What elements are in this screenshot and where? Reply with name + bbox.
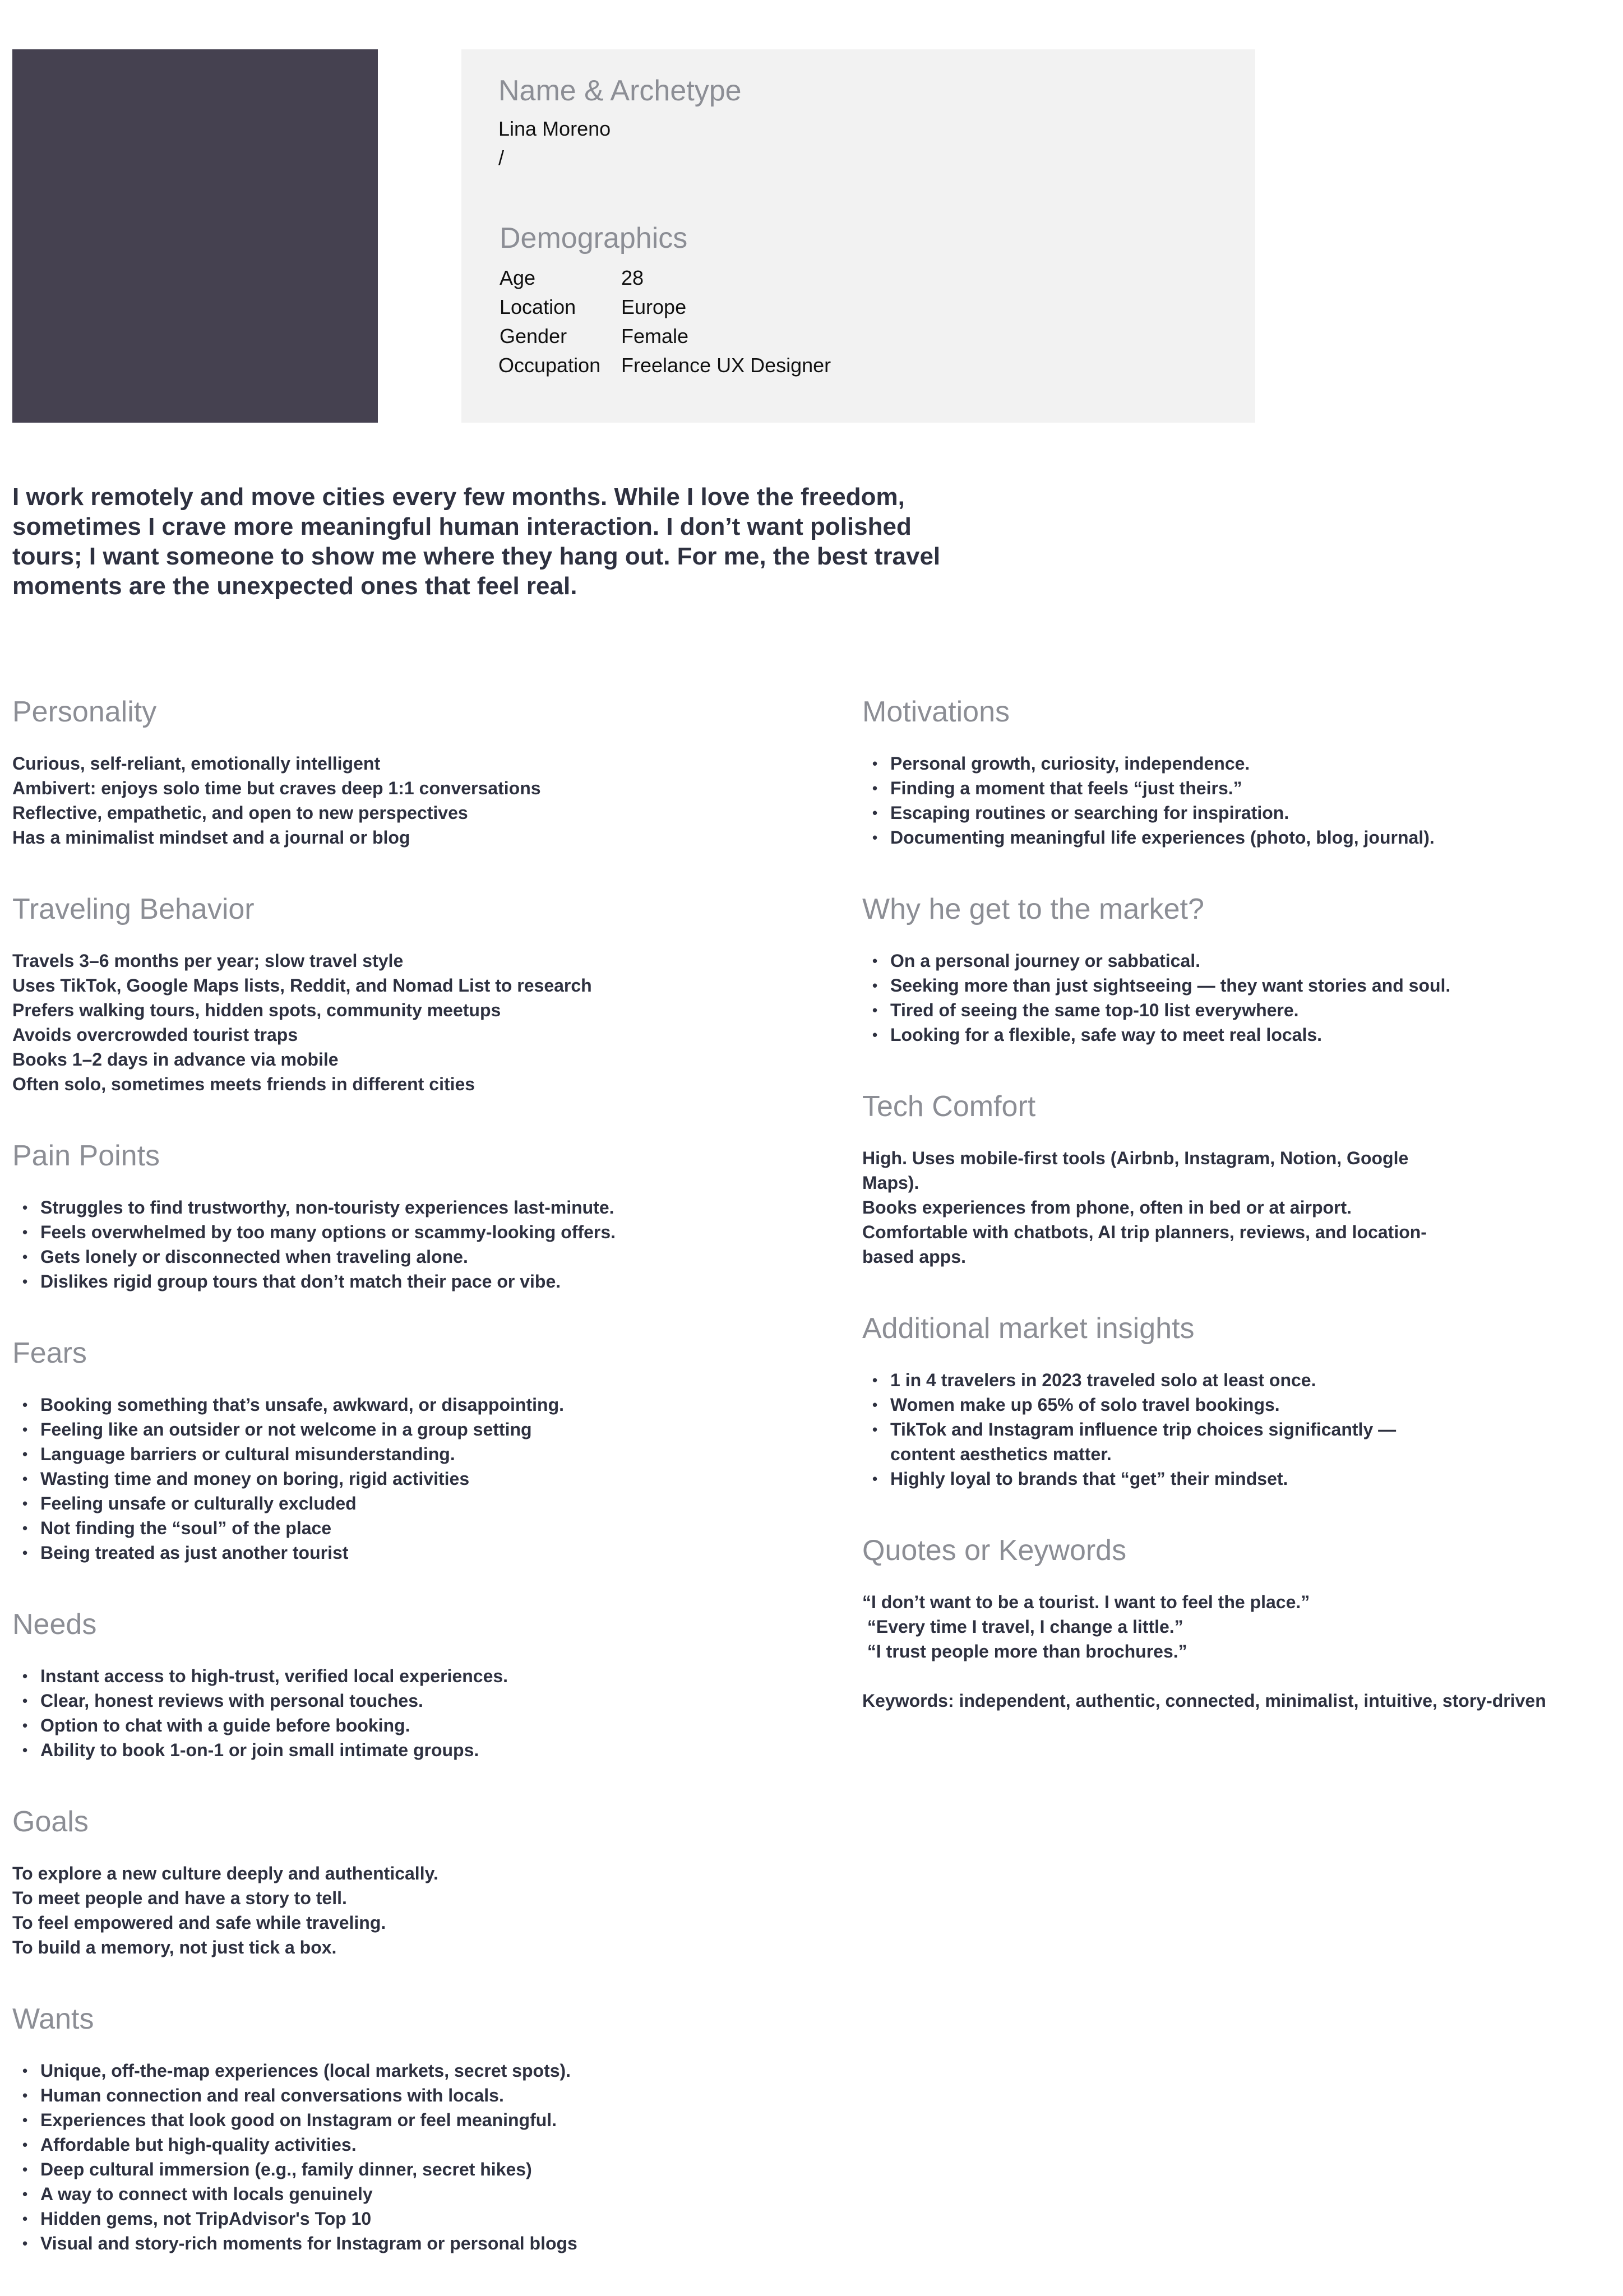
profile-card	[461, 49, 1255, 423]
pain-point-item: • Gets lonely or disconnected when traveling alone.	[12, 1244, 616, 1269]
persona-archetype: /	[498, 146, 505, 169]
fears-section	[12, 1336, 564, 1565]
demographic-label-age: Age	[500, 266, 536, 289]
quote-line: “Every time I travel, I change a little.”	[862, 1617, 1183, 1637]
demographic-label-occupation: Occupation	[498, 354, 601, 377]
traveling-behavior-line: Travels 3–6 months per year; slow travel style	[12, 951, 404, 971]
need-item: • Option to chat with a guide before booking.	[12, 1713, 508, 1738]
why-market-item: • On a personal journey or sabbatical.	[862, 948, 1450, 973]
fear-item: • Wasting time and money on boring, rigid activities	[12, 1466, 564, 1491]
why-market-section	[862, 892, 1450, 1047]
market-insights-section	[862, 1312, 1445, 1491]
name-archetype-heading: Name & Archetype	[498, 75, 742, 107]
goal-line: To build a memory, not just tick a box.	[12, 1937, 337, 1957]
demographic-value-occupation: Freelance UX Designer	[621, 354, 831, 377]
personality-line: Has a minimalist mindset and a journal or blog	[12, 827, 410, 848]
want-item: • Hidden gems, not TripAdvisor's Top 10	[12, 2206, 577, 2231]
fear-item: • Language barriers or cultural misunderstanding.	[12, 1442, 564, 1466]
persona-name: Lina Moreno	[498, 117, 611, 140]
why-market-item: • Tired of seeing the same top-10 list everywhere.	[862, 998, 1450, 1022]
fears-heading: Fears	[12, 1337, 87, 1369]
want-item: • Visual and story-rich moments for Instagram or personal blogs	[12, 2231, 577, 2256]
motivations-section	[862, 695, 1435, 850]
personality-line: Reflective, empathetic, and open to new perspectives	[12, 803, 468, 823]
goal-line: To meet people and have a story to tell.	[12, 1888, 347, 1908]
goals-section	[12, 1805, 438, 1960]
why-market-item: • Looking for a flexible, safe way to meet real locals.	[862, 1022, 1450, 1047]
want-item: • Experiences that look good on Instagram or feel meaningful.	[12, 2108, 577, 2132]
keywords-line: Keywords: independent, authentic, connected, minimalist, intuitive, story-driven	[862, 1691, 1546, 1711]
goals-heading: Goals	[12, 1806, 89, 1838]
motivation-item: • Personal growth, curiosity, independence.	[862, 751, 1435, 776]
want-item: • A way to connect with locals genuinely	[12, 2182, 577, 2206]
pain-point-item: • Struggles to find trustworthy, non-touristy experiences last-minute.	[12, 1195, 616, 1220]
traveling-behavior-line: Often solo, sometimes meets friends in different cities	[12, 1074, 475, 1094]
goal-line: To explore a new culture deeply and authentically.	[12, 1863, 438, 1883]
why-market-item: • Seeking more than just sightseeing — they want stories and soul.	[862, 973, 1450, 998]
pain-points-heading: Pain Points	[12, 1140, 160, 1172]
want-item: • Affordable but high-quality activities.	[12, 2132, 577, 2157]
traveling-behavior-heading: Traveling Behavior	[12, 893, 255, 925]
quote-line: “I don’t want to be a tourist. I want to feel the place.”	[862, 1592, 1310, 1612]
wants-section	[12, 2002, 577, 2256]
tech-comfort-heading: Tech Comfort	[862, 1090, 1036, 1123]
persona-quote: I work remotely and move cities every few months. While I love the freedom, sometimes I crave more meaningful human interaction. I don’t want polished tours; I want someone to show me where they hang out. For me, the best travel moments are the unexpected ones that feel real.	[12, 483, 941, 600]
need-item: • Instant access to high-trust, verified local experiences.	[12, 1664, 508, 1688]
pain-point-item: • Dislikes rigid group tours that don’t match their pace or vibe.	[12, 1269, 616, 1294]
why-market-heading: Why he get to the market?	[862, 893, 1204, 925]
want-item: • Human connection and real conversations with locals.	[12, 2083, 577, 2108]
personality-section	[12, 695, 541, 850]
wants-heading: Wants	[12, 2003, 94, 2035]
needs-section	[12, 1608, 508, 1762]
want-item: • Deep cultural immersion (e.g., family dinner, secret hikes)	[12, 2157, 577, 2182]
traveling-behavior-line: Uses TikTok, Google Maps lists, Reddit, and Nomad List to research	[12, 975, 592, 996]
motivation-item: • Finding a moment that feels “just theirs.”	[862, 776, 1435, 800]
demographic-label-gender: Gender	[500, 325, 567, 348]
pain-points-section	[12, 1139, 616, 1294]
market-insights-heading: Additional market insights	[862, 1312, 1195, 1345]
motivation-item: • Escaping routines or searching for inspiration.	[862, 800, 1435, 825]
market-insight-item: • Women make up 65% of solo travel bookings.	[862, 1392, 1445, 1417]
motivation-item: • Documenting meaningful life experiences (photo, blog, journal).	[862, 825, 1435, 850]
traveling-behavior-line: Avoids overcrowded tourist traps	[12, 1025, 298, 1045]
goal-line: To feel empowered and safe while traveling.	[12, 1913, 386, 1933]
demographic-value-age: 28	[621, 266, 644, 289]
traveling-behavior-line: Prefers walking tours, hidden spots, community meetups	[12, 1000, 501, 1020]
tech-comfort-paragraph: High. Uses mobile-first tools (Airbnb, Instagram, Notion, Google Maps).	[862, 1148, 1409, 1193]
demographic-value-location: Europe	[621, 295, 687, 318]
persona-photo-placeholder	[12, 49, 378, 423]
demographics-heading: Demographics	[500, 222, 688, 254]
fear-item: • Being treated as just another tourist	[12, 1540, 564, 1565]
market-insight-item: • TikTok and Instagram influence trip choices significantly — content aesthetics matter.	[862, 1417, 1445, 1466]
pain-point-item: • Feels overwhelmed by too many options or scammy-looking offers.	[12, 1220, 616, 1244]
want-item: • Unique, off-the-map experiences (local markets, secret spots).	[12, 2058, 577, 2083]
fear-item: • Feeling unsafe or culturally excluded	[12, 1491, 564, 1516]
market-insight-item: • Highly loyal to brands that “get” their mindset.	[862, 1466, 1445, 1491]
tech-comfort-section	[862, 1090, 1445, 1269]
fear-item: • Not finding the “soul” of the place	[12, 1516, 564, 1540]
motivations-heading: Motivations	[862, 696, 1010, 728]
market-insight-item: • 1 in 4 travelers in 2023 traveled solo at least once.	[862, 1368, 1445, 1392]
spacer	[862, 1664, 1546, 1688]
fear-item: • Feeling like an outsider or not welcome in a group setting	[12, 1417, 564, 1442]
quotes-keywords-section	[862, 1534, 1546, 1713]
need-item: • Ability to book 1-on-1 or join small intimate groups.	[12, 1738, 508, 1762]
traveling-behavior-line: Books 1–2 days in advance via mobile	[12, 1049, 339, 1070]
traveling-behavior-section	[12, 892, 592, 1096]
personality-line: Curious, self-reliant, emotionally intelligent	[12, 753, 381, 774]
tech-comfort-paragraph: Books experiences from phone, often in bed or at airport.	[862, 1197, 1352, 1218]
fear-item: • Booking something that’s unsafe, awkward, or disappointing.	[12, 1392, 564, 1417]
demographic-label-location: Location	[500, 295, 576, 318]
personality-line: Ambivert: enjoys solo time but craves deep 1:1 conversations	[12, 778, 541, 798]
needs-heading: Needs	[12, 1608, 97, 1641]
quote-line: “I trust people more than brochures.”	[862, 1641, 1187, 1661]
demographic-value-gender: Female	[621, 325, 689, 348]
quotes-keywords-heading: Quotes or Keywords	[862, 1534, 1127, 1567]
need-item: • Clear, honest reviews with personal touches.	[12, 1688, 508, 1713]
tech-comfort-paragraph: Comfortable with chatbots, AI trip planners, reviews, and location-based apps.	[862, 1222, 1427, 1267]
personality-heading: Personality	[12, 696, 157, 728]
